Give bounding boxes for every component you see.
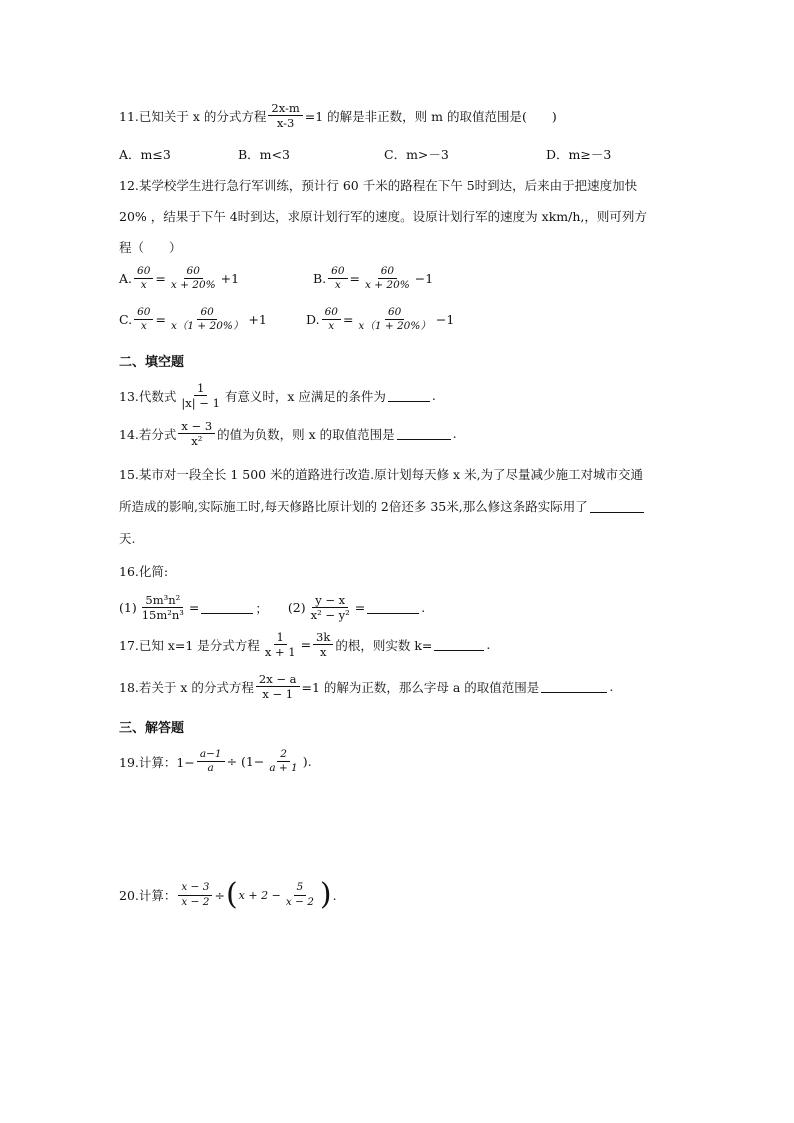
q20-fraction-2-den: x − 2 [285, 895, 314, 908]
q14-answer-blank[interactable] [397, 427, 451, 440]
q20-fraction-2-num: 5 [294, 882, 307, 895]
q17-answer-blank[interactable] [434, 638, 484, 651]
q16-part-2-equals: = [354, 600, 366, 616]
question-11 [119, 102, 557, 129]
q12-b-right-fraction [362, 266, 413, 291]
q13-end: . [431, 388, 436, 404]
q17-right-num: 3k [313, 631, 333, 645]
q20-divide: ÷ [214, 887, 225, 903]
q12-a-left-num: 60 [134, 266, 153, 279]
q12-a-tail: +1 [220, 271, 240, 287]
q12-d-left-den: x [328, 320, 335, 333]
q12-line-3: 程（ ） [119, 240, 182, 255]
q16-part-1-equals: = [188, 600, 200, 616]
q18-denominator: x − 1 [262, 687, 294, 702]
q19-end: ). [302, 754, 312, 770]
q15-line-2 [119, 497, 646, 515]
q17-end: . [486, 637, 491, 653]
q19-fraction-1-den: a [207, 762, 214, 775]
q16-title: 16.化简: [119, 564, 169, 579]
q12-d-left-num: 60 [322, 307, 341, 320]
q11-option-b: B．m<3 [238, 147, 290, 162]
q12-option-a-label: A. [119, 271, 133, 287]
q19-stem: 19.计算：1− [119, 754, 195, 770]
q16-separator: ； [255, 600, 268, 616]
question-18 [119, 673, 613, 700]
q16-part-1-num: 5m³n² [142, 594, 183, 608]
q11-numerator: 2x-m [268, 102, 302, 116]
q14-numerator: x − 3 [178, 420, 215, 434]
q12-b-equals: = [349, 271, 361, 287]
q15-answer-blank[interactable] [590, 500, 644, 513]
q11-option-d: D．m≥－3 [546, 147, 612, 162]
q11-stem: 11.已知关于 x 的分式方程 [119, 108, 267, 124]
q12-option-c [119, 307, 267, 332]
q12-d-right-fraction [355, 307, 433, 332]
q12-line-2: 20% ，结果于下午 4时到达，求原计划行军的速度。设原计划行军的速度为 xkm/h,，则可列方 [119, 209, 647, 224]
q17-right-fraction [313, 631, 333, 658]
question-17 [119, 631, 490, 658]
q16-part-2-den: x² − y² [310, 608, 350, 623]
question-14 [119, 420, 457, 447]
q18-end: . [609, 679, 614, 695]
q16-part-1-blank[interactable] [201, 601, 253, 614]
q12-d-tail: −1 [435, 312, 455, 328]
section-heading-solutions: 三、解答题 [119, 721, 185, 736]
q12-c-left-num: 60 [134, 307, 153, 320]
q12-a-left-den: x [140, 279, 147, 292]
q15-line-2-text: 所造成的影响,实际施工时,每天修路比原计划的 2倍还多 35米,那么修这条路实际用了 [119, 499, 588, 514]
q18-stem-end: =1 的解为正数，那么字母 a 的取值范围是 [301, 679, 540, 695]
q12-c-right-num: 60 [197, 307, 216, 320]
q16-part-2-num: y − x [312, 594, 348, 608]
q12-b-right-num: 60 [378, 266, 397, 279]
q12-a-left-fraction [134, 266, 153, 291]
q12-c-equals: = [155, 312, 166, 328]
q20-end: . [332, 887, 337, 903]
q20-left-paren: ( [225, 877, 238, 912]
q12-a-right-fraction [168, 266, 219, 291]
q18-answer-blank[interactable] [541, 680, 607, 693]
q12-b-right-den: x + 20% [365, 279, 410, 292]
q19-fraction-1 [197, 749, 225, 774]
q17-left-fraction [262, 631, 299, 658]
q20-fraction-1-num: x − 3 [178, 882, 212, 895]
q12-c-left-fraction [134, 307, 153, 332]
q20-inner: x + 2 − [238, 888, 281, 902]
q12-option-b-label: B. [313, 271, 327, 287]
q12-a-right-num: 60 [184, 266, 203, 279]
q17-equals: = [300, 637, 312, 653]
q14-stem: 14.若分式 [119, 426, 177, 442]
q12-c-right-fraction [168, 307, 246, 332]
q19-fraction-2-den: a + 1 [269, 762, 298, 775]
q13-stem-end: 有意义时，x 应满足的条件为 [224, 388, 386, 404]
q19-fraction-2-num: 2 [277, 749, 290, 762]
q14-stem-end: 的值为负数，则 x 的取值范围是 [217, 426, 395, 442]
q11-fraction [268, 102, 302, 129]
q12-d-equals: = [342, 312, 354, 328]
q18-stem: 18.若关于 x 的分式方程 [119, 679, 254, 695]
q13-answer-blank[interactable] [388, 389, 430, 402]
q12-d-right-num: 60 [385, 307, 404, 320]
q12-d-left-fraction [322, 307, 341, 332]
q12-a-equals: = [155, 271, 166, 287]
q20-fraction-2 [283, 882, 317, 907]
q14-denominator: x² [191, 434, 203, 449]
q13-numerator: 1 [194, 382, 207, 396]
q16-part-2-fraction [308, 594, 353, 621]
q12-option-a [119, 266, 239, 291]
q17-stem-end: 的根，则实数 k= [335, 637, 433, 653]
q11-option-a: A．m≤3 [119, 147, 171, 162]
q12-option-c-label: C. [119, 312, 133, 328]
q12-option-b [313, 266, 433, 291]
q19-fraction-1-num: a−1 [197, 749, 225, 762]
q18-fraction [256, 673, 300, 700]
q11-denominator: x-3 [276, 116, 295, 131]
q14-fraction [178, 420, 215, 447]
q13-fraction [178, 382, 223, 409]
q12-option-d [306, 307, 454, 332]
q12-d-right-den: x（1 + 20%） [358, 320, 431, 333]
q12-a-right-den: x + 20% [170, 279, 216, 292]
q16-part-1-fraction [139, 594, 187, 621]
q13-denominator: |x| − 1 [181, 396, 220, 411]
question-16-parts [119, 594, 425, 621]
q11-option-c: C．m>－3 [384, 147, 449, 162]
q12-b-left-den: x [334, 279, 341, 292]
q16-end: . [421, 600, 426, 616]
q19-fraction-2 [266, 749, 300, 774]
q12-line-1: 12.某学校学生进行急行军训练，预计行 60 千米的路程在下午 5时到达，后来由于把速度加快 [119, 178, 638, 193]
question-13 [119, 382, 436, 409]
q12-c-right-den: x（1 + 20%） [170, 320, 244, 333]
q15-line-1: 15.某市对一段全长 1 500 米的道路进行改造.原计划每天修 x 米,为了尽量减少施工对城市交通 [119, 467, 644, 482]
question-19 [119, 749, 312, 774]
q11-stem-end: =1 的解是非正数，则 m 的取值范围是( ) [304, 108, 557, 124]
q12-c-left-den: x [140, 320, 147, 333]
q20-right-paren: ) [319, 877, 332, 912]
q16-part-2-label: (2) [287, 600, 306, 616]
q16-part-1-label: (1) [119, 600, 137, 616]
q20-fraction-1 [178, 882, 212, 907]
q20-stem: 20.计算： [119, 888, 177, 903]
q15-line-3: 天. [119, 531, 136, 546]
q18-numerator: 2x − a [256, 673, 300, 687]
q12-b-left-fraction [328, 266, 347, 291]
q20-fraction-1-den: x − 2 [181, 895, 210, 908]
q12-c-tail: +1 [248, 312, 267, 328]
q16-part-1-den: 15m²n³ [141, 608, 184, 623]
q16-part-2-blank[interactable] [367, 601, 419, 614]
q19-middle: ÷ (1− [226, 754, 265, 770]
q12-b-left-num: 60 [328, 266, 347, 279]
q17-stem: 17.已知 x=1 是分式方程 [119, 637, 260, 653]
q12-option-d-label: D. [306, 312, 320, 328]
q12-b-tail: −1 [414, 271, 434, 287]
q14-end: . [452, 426, 457, 442]
section-heading-fill-in: 二、填空题 [119, 355, 185, 370]
q17-left-den: x + 1 [264, 645, 296, 660]
q13-stem: 13.代数式 [119, 388, 177, 404]
q17-right-den: x [319, 645, 327, 660]
q17-left-num: 1 [274, 631, 287, 645]
question-20 [119, 877, 337, 912]
